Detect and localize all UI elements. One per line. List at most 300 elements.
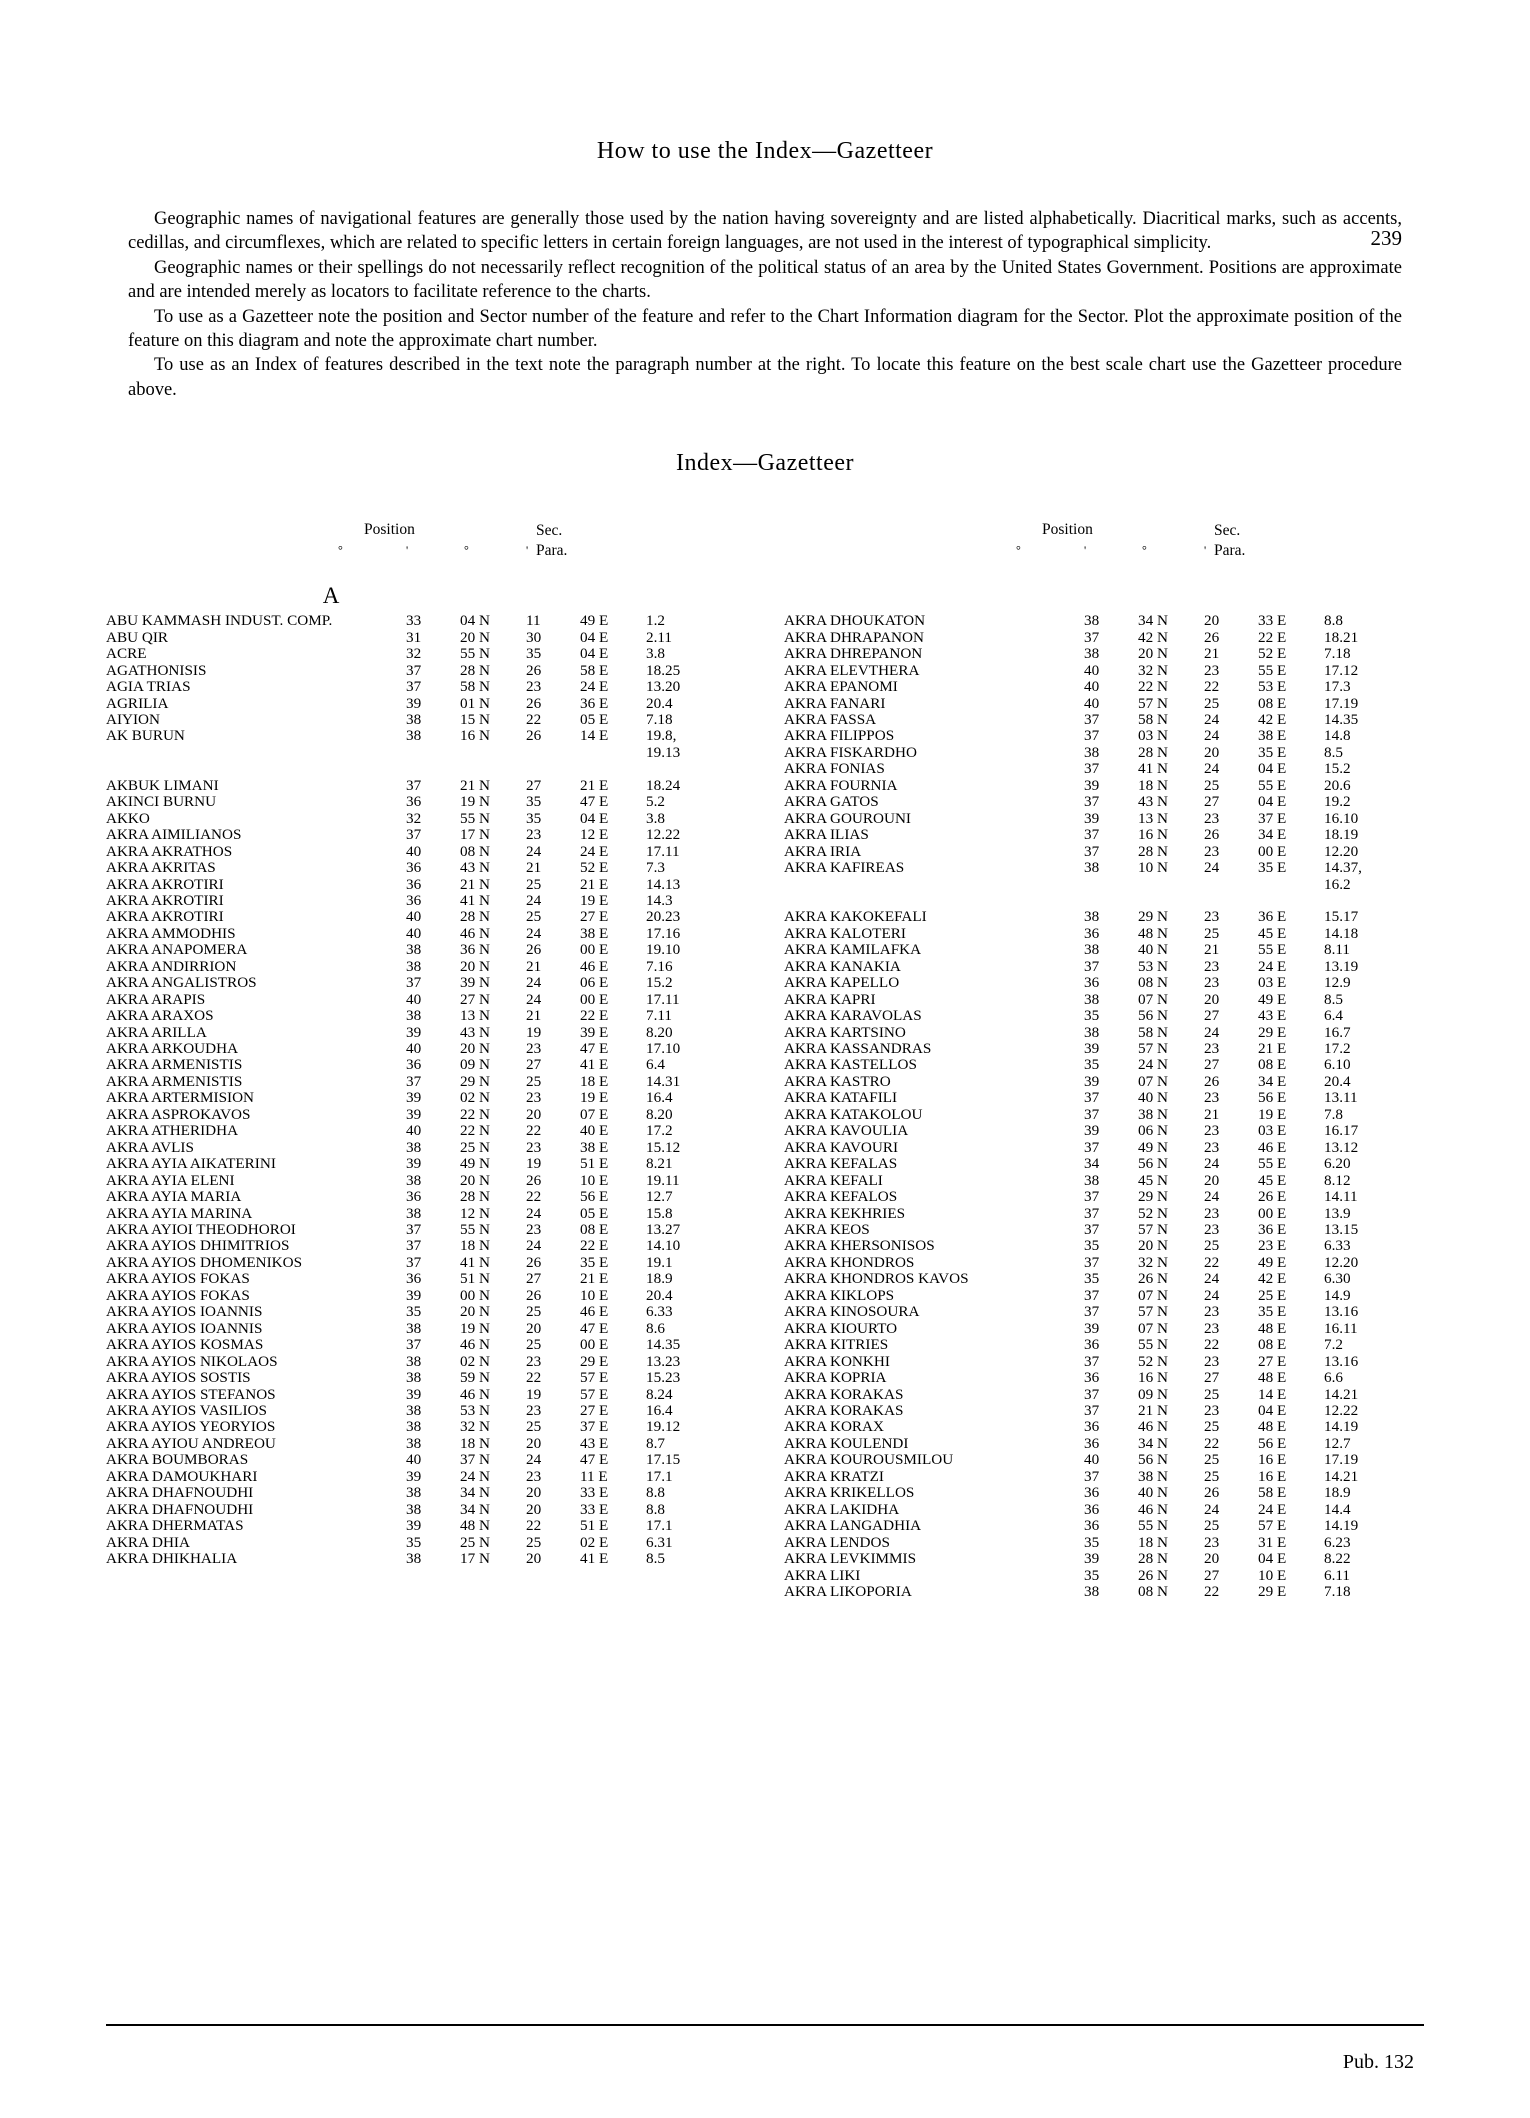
- table-row: [784, 1584, 1424, 1600]
- longitude-degrees: 24: [526, 974, 542, 992]
- latitude-degrees: 31: [406, 628, 422, 646]
- table-row: [106, 1271, 746, 1287]
- table-row: [106, 1452, 746, 1468]
- sector-paragraph: 13.16: [1324, 1303, 1359, 1321]
- longitude-degrees: 26: [526, 661, 542, 679]
- longitude-degrees: 24: [1204, 1188, 1220, 1206]
- latitude-degrees: 40: [1084, 694, 1100, 712]
- entry-name: AGRILIA: [106, 694, 169, 712]
- table-row: [106, 992, 746, 1008]
- latitude-minutes: 51 N: [460, 1270, 490, 1288]
- table-row: [784, 1370, 1424, 1386]
- table-row: [106, 893, 746, 909]
- longitude-minutes: 56 E: [580, 1188, 609, 1206]
- latitude-minutes: 58 N: [1138, 1023, 1168, 1041]
- latitude-degrees: 40: [1084, 661, 1100, 679]
- table-row: [106, 1074, 746, 1090]
- sector-paragraph: [646, 761, 746, 777]
- longitude-degrees: 27: [526, 776, 542, 794]
- sector-paragraph: 17.16: [646, 924, 681, 942]
- latitude-degrees: 39: [406, 1467, 422, 1485]
- longitude-degrees: 22: [1204, 1253, 1220, 1271]
- longitude-degrees: 23: [526, 826, 542, 844]
- latitude-degrees: 37: [1084, 1467, 1100, 1485]
- sector-paragraph: 14.35: [1324, 710, 1359, 728]
- entry-name: AKRA FONIAS: [784, 760, 885, 778]
- longitude-minutes: 21 E: [580, 875, 609, 893]
- longitude-degrees: 23: [1204, 1533, 1220, 1551]
- latitude-minutes: [1138, 893, 1204, 909]
- longitude-degrees: 23: [1204, 661, 1220, 679]
- latitude-minutes: 26 N: [1138, 1566, 1168, 1584]
- table-row: [784, 1090, 1424, 1106]
- longitude-degrees: 26: [526, 1253, 542, 1271]
- latitude-degrees: 39: [406, 1023, 422, 1041]
- latitude-degrees: 39: [1084, 1072, 1100, 1090]
- longitude-degrees: 25: [526, 1533, 542, 1551]
- entry-name: AKRA KATAKOLOU: [784, 1105, 923, 1123]
- latitude-minutes: 15 N: [460, 710, 490, 728]
- longitude-degrees: 21: [526, 1007, 542, 1025]
- latitude-degrees: 36: [406, 793, 422, 811]
- longitude-minutes: 58 E: [1258, 1484, 1287, 1502]
- longitude-degrees: 19: [526, 1155, 542, 1173]
- latitude-minutes: 42 N: [1138, 628, 1168, 646]
- longitude-degrees: 25: [1204, 924, 1220, 942]
- table-row: [106, 844, 746, 860]
- table-row: [784, 1140, 1424, 1156]
- longitude-degrees: 26: [526, 1286, 542, 1304]
- entry-name: AKRA AYIOS DHIMITRIOS: [106, 1237, 290, 1255]
- latitude-minutes: 43 N: [460, 1023, 490, 1041]
- index-left-column: [106, 521, 746, 1600]
- latitude-minutes: 09 N: [460, 1056, 490, 1074]
- entry-name: AK BURUN: [106, 727, 185, 745]
- latitude-degrees: 35: [1084, 1056, 1100, 1074]
- latitude-degrees: 38: [1084, 743, 1100, 761]
- sector-paragraph: 13.19: [1324, 957, 1359, 975]
- latitude-minutes: 28 N: [460, 908, 490, 926]
- lon-minute-symbol: ': [526, 543, 529, 558]
- sector-paragraph: 16.4: [646, 1089, 673, 1107]
- longitude-degrees: 25: [1204, 1237, 1220, 1255]
- longitude-degrees: 21: [1204, 941, 1220, 959]
- sector-paragraph: 6.6: [1324, 1369, 1343, 1387]
- latitude-minutes: 22 N: [460, 1122, 490, 1140]
- latitude-degrees: 37: [1084, 628, 1100, 646]
- entry-name: AKRA AYIOS DHOMENIKOS: [106, 1253, 303, 1271]
- latitude-minutes: 09 N: [1138, 1385, 1168, 1403]
- longitude-minutes: 16 E: [1258, 1467, 1287, 1485]
- latitude-degrees: 36: [1084, 1500, 1100, 1518]
- latitude-degrees: 37: [406, 974, 422, 992]
- longitude-minutes: 05 E: [580, 710, 609, 728]
- latitude-degrees: 40: [1084, 1451, 1100, 1469]
- latitude-minutes: 29 N: [1138, 1188, 1168, 1206]
- longitude-degrees: 25: [1204, 1467, 1220, 1485]
- latitude-degrees: 38: [406, 1204, 422, 1222]
- latitude-minutes: 12 N: [460, 1204, 490, 1222]
- sector-paragraph: 8.7: [646, 1434, 665, 1452]
- latitude-minutes: 40 N: [1138, 1484, 1168, 1502]
- table-row: [106, 1238, 746, 1254]
- latitude-minutes: 24 N: [460, 1467, 490, 1485]
- entry-name: AKRA DHAFNOUDHI: [106, 1484, 254, 1502]
- table-row: [784, 877, 1424, 893]
- page-number: 239: [1370, 226, 1402, 250]
- latitude-degrees: 38: [406, 1402, 422, 1419]
- entry-name: AKBUK LIMANI: [106, 776, 219, 794]
- entry-name: AKRA ARMENISTIS: [106, 1072, 243, 1090]
- longitude-minutes: 16 E: [1258, 1451, 1287, 1469]
- table-row: [106, 1025, 746, 1041]
- lat-minute-symbol: ': [406, 543, 409, 558]
- latitude-minutes: 26 N: [1138, 1270, 1168, 1288]
- sector-paragraph: 17.3: [1324, 678, 1351, 696]
- latitude-minutes: 34 N: [1138, 612, 1168, 630]
- table-row: [106, 1304, 746, 1320]
- sector-paragraph: 13.12: [1324, 1138, 1359, 1156]
- longitude-minutes: 24 E: [580, 678, 609, 696]
- latitude-minutes: 41 N: [460, 891, 490, 909]
- longitude-degrees: 11: [526, 612, 541, 630]
- table-row: [784, 811, 1424, 827]
- longitude-degrees: 22: [1204, 1582, 1220, 1600]
- latitude-minutes: [1138, 877, 1204, 893]
- table-row: [784, 613, 1424, 629]
- sector-paragraph: 13.16: [1324, 1352, 1359, 1370]
- entry-name: AKRA ARILLA: [106, 1023, 207, 1041]
- entry-name: AKRA LAKIDHA: [784, 1500, 900, 1518]
- entry-name: AKRA ANGALISTROS: [106, 974, 257, 992]
- table-row: [784, 1074, 1424, 1090]
- latitude-minutes: 28 N: [460, 1188, 490, 1206]
- longitude-minutes: 47 E: [580, 1040, 609, 1058]
- sector-paragraph: 8.12: [1324, 1171, 1351, 1189]
- letter-section-heading: A: [322, 583, 340, 609]
- longitude-degrees: 19: [526, 1385, 542, 1403]
- sector-paragraph: 8.6: [646, 1319, 665, 1337]
- entry-name: AKRA IRIA: [784, 842, 862, 860]
- table-row: [784, 827, 1424, 843]
- table-row: [784, 1403, 1424, 1419]
- latitude-degrees: 37: [1084, 1402, 1100, 1419]
- sector-paragraph: 14.10: [646, 1237, 681, 1255]
- entry-name: [106, 761, 406, 777]
- para-label: Para.: [1214, 541, 1246, 559]
- longitude-minutes: 46 E: [1258, 1138, 1287, 1156]
- latitude-minutes: 20 N: [1138, 645, 1168, 663]
- longitude-degrees: 24: [526, 1451, 542, 1469]
- longitude-minutes: 33 E: [580, 1484, 609, 1502]
- sector-paragraph: 20.23: [646, 908, 681, 926]
- latitude-minutes: 08 N: [1138, 1582, 1168, 1600]
- sector-paragraph: 6.10: [1324, 1056, 1351, 1074]
- table-row: [106, 1008, 746, 1024]
- latitude-degrees: 38: [1084, 859, 1100, 877]
- longitude-degrees: 21: [526, 957, 542, 975]
- latitude-minutes: 57 N: [1138, 1221, 1168, 1239]
- index-columns: [0, 521, 1530, 1600]
- sector-paragraph: 6.11: [1324, 1566, 1351, 1584]
- longitude-minutes: 48 E: [1258, 1418, 1287, 1436]
- latitude-minutes: 43 N: [1138, 793, 1168, 811]
- sector-paragraph: 20.6: [1324, 776, 1351, 794]
- table-row: [106, 1370, 746, 1386]
- longitude-degrees: 24: [1204, 760, 1220, 778]
- latitude-degrees: 37: [406, 661, 422, 679]
- sector-paragraph: 15.23: [646, 1369, 681, 1387]
- sector-paragraph: 18.25: [646, 661, 681, 679]
- latitude-minutes: 41 N: [1138, 760, 1168, 778]
- sector-paragraph: 6.33: [1324, 1237, 1351, 1255]
- table-row: [784, 1485, 1424, 1501]
- latitude-minutes: 34 N: [460, 1484, 490, 1502]
- longitude-degrees: 22: [1204, 678, 1220, 696]
- latitude-degrees: 39: [406, 1385, 422, 1403]
- sector-paragraph: 17.19: [1324, 694, 1359, 712]
- longitude-minutes: 55 E: [1258, 661, 1287, 679]
- table-row: [106, 1387, 746, 1403]
- sector-paragraph: 8.20: [646, 1105, 673, 1123]
- longitude-degrees: [1204, 893, 1258, 909]
- entry-name: AKRA AYIA MARIA: [106, 1188, 242, 1206]
- sector-paragraph: 6.23: [1324, 1533, 1351, 1551]
- longitude-minutes: 47 E: [580, 1319, 609, 1337]
- sector-paragraph: 14.8: [1324, 727, 1351, 745]
- longitude-minutes: 04 E: [1258, 1402, 1287, 1419]
- latitude-minutes: 58 N: [460, 678, 490, 696]
- entry-name: AKRA ELEVTHERA: [784, 661, 920, 679]
- sector-paragraph: 8.22: [1324, 1550, 1351, 1568]
- table-row: [784, 1436, 1424, 1452]
- sector-paragraph: 15.2: [646, 974, 673, 992]
- latitude-minutes: 02 N: [460, 1352, 490, 1370]
- sec-label: Sec.: [1214, 522, 1241, 540]
- latitude-degrees: 38: [406, 1484, 422, 1502]
- entry-name: AKRA ANAPOMERA: [106, 941, 248, 959]
- page-title: How to use the Index—Gazetteer: [596, 138, 934, 164]
- entry-name: AKINCI BURNU: [106, 793, 217, 811]
- latitude-minutes: 24 N: [1138, 1056, 1168, 1074]
- longitude-minutes: 55 E: [1258, 1155, 1287, 1173]
- latitude-minutes: 04 N: [460, 612, 490, 630]
- sector-paragraph: 7.16: [646, 957, 673, 975]
- longitude-degrees: 23: [1204, 1138, 1220, 1156]
- longitude-minutes: 04 E: [1258, 760, 1287, 778]
- longitude-degrees: 23: [526, 1352, 542, 1370]
- longitude-minutes: 52 E: [580, 859, 609, 877]
- longitude-minutes: 04 E: [580, 645, 609, 663]
- table-row: [106, 712, 746, 728]
- latitude-degrees: 37: [406, 1253, 422, 1271]
- latitude-degrees: 37: [1084, 1286, 1100, 1304]
- table-row: [784, 679, 1424, 695]
- longitude-degrees: 24: [1204, 727, 1220, 745]
- longitude-degrees: 25: [1204, 1451, 1220, 1469]
- longitude-minutes: 24 E: [580, 842, 609, 860]
- entry-name: AKRA ARAXOS: [106, 1007, 214, 1025]
- latitude-degrees: 36: [1084, 1418, 1100, 1436]
- latitude-minutes: 28 N: [460, 661, 490, 679]
- table-row: [106, 1485, 746, 1501]
- longitude-minutes: 00 E: [580, 1336, 609, 1354]
- longitude-degrees: 25: [1204, 1517, 1220, 1535]
- longitude-degrees: 26: [526, 727, 542, 745]
- table-row: [106, 959, 746, 975]
- latitude-degrees: 36: [406, 1188, 422, 1206]
- longitude-minutes: 38 E: [580, 1138, 609, 1156]
- sector-paragraph: 14.37,: [1324, 859, 1362, 877]
- entry-name: AKRA KASTRO: [784, 1072, 891, 1090]
- longitude-degrees: 24: [1204, 1155, 1220, 1173]
- latitude-degrees: 39: [1084, 776, 1100, 794]
- latitude-minutes: 40 N: [1138, 941, 1168, 959]
- introduction-text: [128, 207, 1402, 402]
- longitude-degrees: 20: [1204, 612, 1220, 630]
- intro-paragraph-2: Geographic names or their spellings do not necessarily reflect recognition of the political status of an area by the United States Government. Positions are approximate and are intended merely as locators to facilitate reference to the charts.: [128, 257, 1402, 303]
- longitude-degrees: 27: [1204, 1369, 1220, 1387]
- table-row: [784, 1238, 1424, 1254]
- table-row: [784, 1568, 1424, 1584]
- longitude-minutes: 37 E: [1258, 809, 1287, 827]
- latitude-minutes: 25 N: [460, 1138, 490, 1156]
- latitude-minutes: 25 N: [460, 1533, 490, 1551]
- sector-paragraph: 13.11: [1324, 1089, 1358, 1107]
- entry-name: AKRA ANDIRRION: [106, 957, 237, 975]
- latitude-minutes: 07 N: [1138, 1319, 1168, 1337]
- latitude-minutes: 18 N: [1138, 776, 1168, 794]
- longitude-degrees: 23: [1204, 809, 1220, 827]
- sector-paragraph: 14.3: [646, 891, 673, 909]
- latitude-minutes: 20 N: [460, 1040, 490, 1058]
- longitude-degrees: 24: [1204, 1270, 1220, 1288]
- latitude-degrees: 37: [406, 776, 422, 794]
- table-row: [784, 1502, 1424, 1518]
- longitude-degrees: 27: [526, 1270, 542, 1288]
- latitude-degrees: 38: [406, 1550, 422, 1568]
- latitude-minutes: 46 N: [460, 1336, 490, 1354]
- latitude-degrees: 37: [406, 1237, 422, 1255]
- latitude-degrees: 37: [1084, 727, 1100, 745]
- longitude-degrees: 27: [526, 1056, 542, 1074]
- longitude-minutes: [1258, 893, 1324, 909]
- latitude-degrees: 38: [406, 1418, 422, 1436]
- latitude-degrees: 39: [406, 694, 422, 712]
- longitude-minutes: 31 E: [1258, 1533, 1287, 1551]
- entry-name: AKRA LIKI: [784, 1566, 861, 1584]
- latitude-degrees: 33: [406, 612, 422, 630]
- longitude-degrees: 27: [1204, 1007, 1220, 1025]
- table-row: [106, 909, 746, 925]
- latitude-degrees: 40: [406, 1040, 422, 1058]
- longitude-minutes: 11 E: [580, 1467, 608, 1485]
- footer-publication: Pub. 132: [1342, 2051, 1414, 2073]
- longitude-degrees: 22: [1204, 1434, 1220, 1452]
- entry-name: AKRA AYIOS VASILIOS: [106, 1402, 267, 1419]
- latitude-degrees: 38: [406, 1171, 422, 1189]
- sector-paragraph: 14.19: [1324, 1517, 1359, 1535]
- sector-paragraph: 3.8: [646, 645, 665, 663]
- entry-name: AKRA AKRATHOS: [106, 842, 233, 860]
- table-row: [784, 926, 1424, 942]
- table-row: [106, 942, 746, 958]
- sector-paragraph: 16.2: [1324, 875, 1351, 893]
- entry-name: AKRA KASSANDRAS: [784, 1040, 932, 1058]
- table-row: [784, 844, 1424, 860]
- table-row: [106, 1057, 746, 1073]
- sector-paragraph: 15.8: [646, 1204, 673, 1222]
- table-row: [784, 1189, 1424, 1205]
- latitude-degrees: 37: [1084, 957, 1100, 975]
- sector-paragraph: 7.3: [646, 859, 665, 877]
- sector-paragraph: 12.20: [1324, 1253, 1359, 1271]
- table-row: [106, 1189, 746, 1205]
- latitude-degrees: 38: [406, 727, 422, 745]
- latitude-degrees: 36: [1084, 974, 1100, 992]
- entry-name: AKRA KALOTERI: [784, 924, 906, 942]
- table-row: [784, 1304, 1424, 1320]
- sector-paragraph: 6.31: [646, 1533, 673, 1551]
- table-row: [784, 1288, 1424, 1304]
- entry-name: AKRA AKROTIRI: [106, 908, 224, 926]
- sector-paragraph: 18.19: [1324, 826, 1359, 844]
- latitude-degrees: 38: [406, 1500, 422, 1518]
- longitude-minutes: 03 E: [1258, 974, 1287, 992]
- longitude-minutes: 35 E: [1258, 859, 1287, 877]
- latitude-degrees: 40: [406, 1122, 422, 1140]
- table-row: [106, 975, 746, 991]
- table-row: [106, 1222, 746, 1238]
- longitude-degrees: 23: [526, 1138, 542, 1156]
- longitude-degrees: 20: [526, 1434, 542, 1452]
- table-row: [106, 630, 746, 646]
- latitude-minutes: 32 N: [1138, 1253, 1168, 1271]
- lon-degree-symbol: °: [1142, 543, 1147, 558]
- entry-name: AKRA AKROTIRI: [106, 891, 224, 909]
- latitude-degrees: 35: [1084, 1007, 1100, 1025]
- sector-paragraph: 13.20: [646, 678, 681, 696]
- latitude-degrees: 37: [1084, 710, 1100, 728]
- latitude-minutes: 34 N: [1138, 1434, 1168, 1452]
- latitude-degrees: 38: [406, 957, 422, 975]
- table-row: [106, 778, 746, 794]
- table-row-spacer: [784, 893, 1424, 909]
- latitude-degrees: 40: [1084, 678, 1100, 696]
- latitude-minutes: 32 N: [460, 1418, 490, 1436]
- longitude-minutes: 43 E: [1258, 1007, 1287, 1025]
- sector-paragraph: 14.21: [1324, 1467, 1359, 1485]
- entry-name: [106, 745, 406, 761]
- latitude-degrees: 34: [1084, 1155, 1100, 1173]
- entry-name: AKRA KEFALI: [784, 1171, 883, 1189]
- latitude-degrees: 37: [1084, 1188, 1100, 1206]
- entry-name: AKRA KOULENDI: [784, 1434, 909, 1452]
- longitude-minutes: 08 E: [1258, 694, 1287, 712]
- longitude-minutes: 33 E: [580, 1500, 609, 1518]
- latitude-degrees: 37: [406, 678, 422, 696]
- sec-para-header-label: [1214, 521, 1245, 560]
- longitude-degrees: 35: [526, 809, 542, 827]
- entry-name: AKRA AMMODHIS: [106, 924, 236, 942]
- latitude-minutes: 41 N: [460, 1253, 490, 1271]
- longitude-minutes: 23 E: [1258, 1237, 1287, 1255]
- longitude-minutes: 29 E: [1258, 1023, 1287, 1041]
- table-row: [784, 959, 1424, 975]
- longitude-minutes: 39 E: [580, 1023, 609, 1041]
- latitude-degrees: 35: [406, 1303, 422, 1321]
- longitude-degrees: 20: [526, 1500, 542, 1518]
